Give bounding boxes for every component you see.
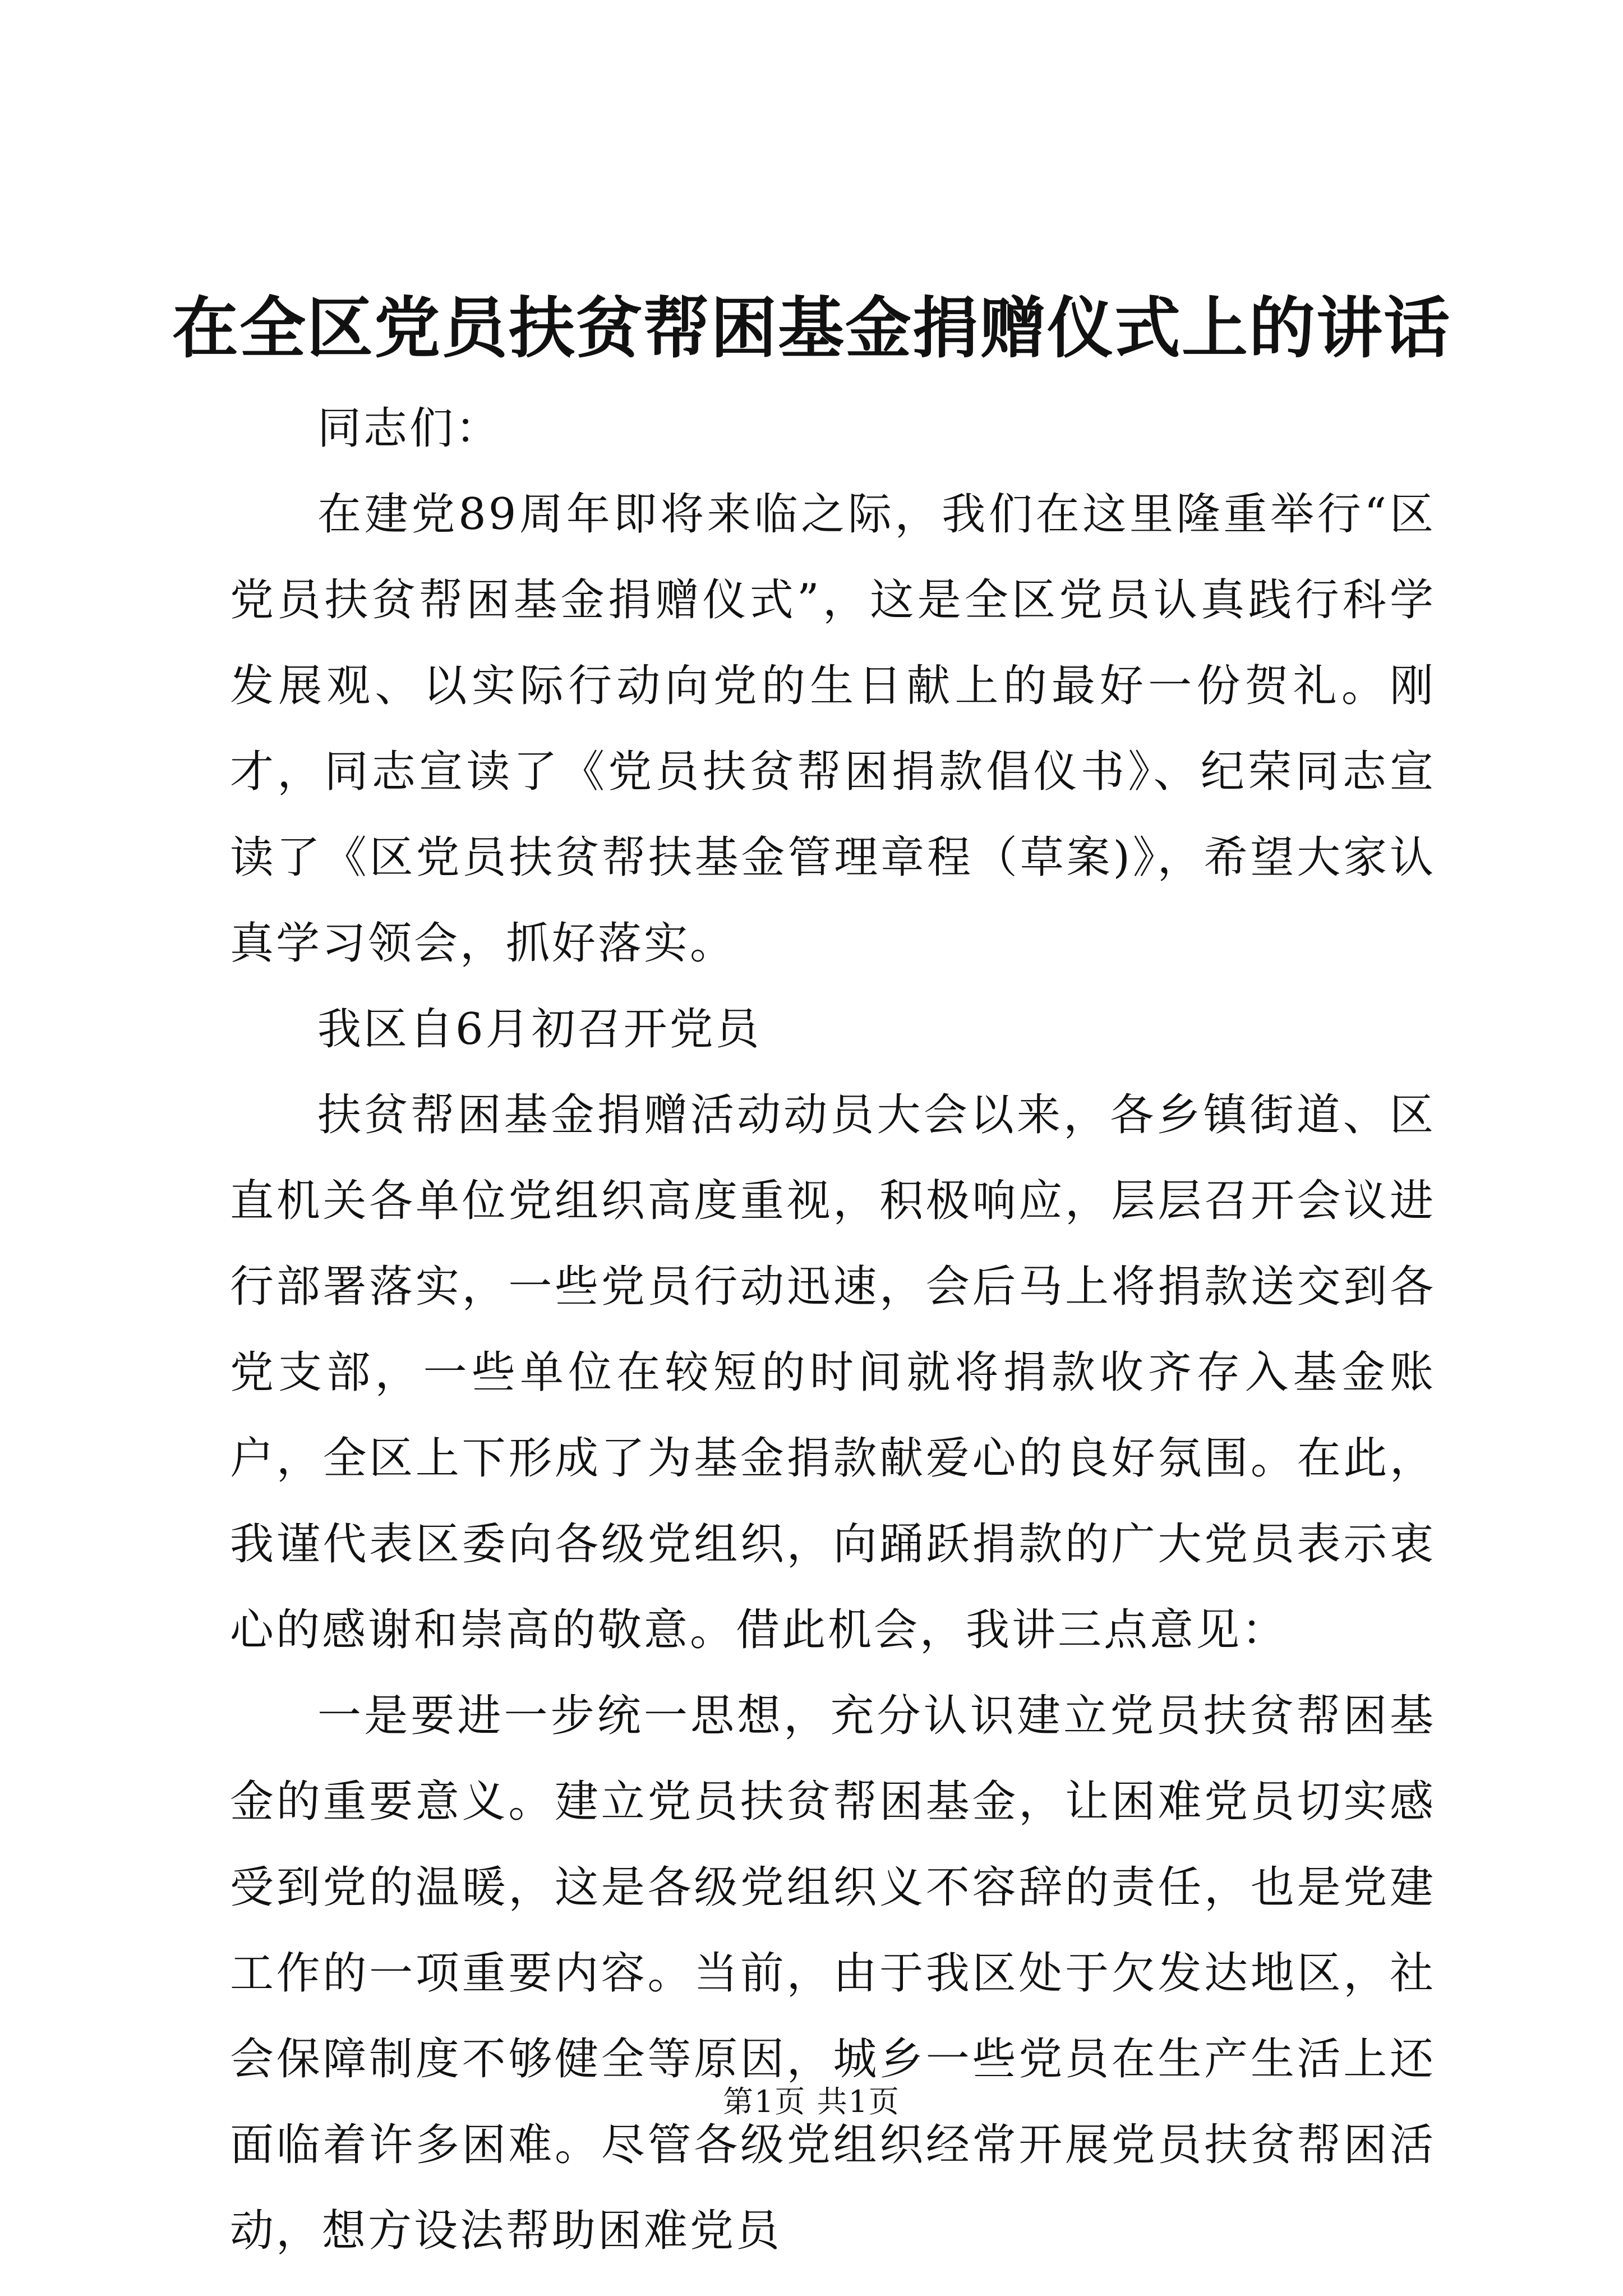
body-paragraph: 扶贫帮困基金捐赠活动动员大会以来，各乡镇街道、区直机关各单位党组织高度重视，积极响应，层层召开会议进行部署落实，一些党员行动迅速，会后马上将捐款送交到各党支部，一些单位在较短的时间就将捐款收齐存入基金账户，全区上下形成了为基金捐款献爱心的良好氛围。在此，我谨代表区委向各级党组织，向踊跃捐款的广大党员表示衷心的感谢和崇高的敬意。借此机会，我讲三点意见： [230, 1090, 1436, 1655]
page-footer: 第1页 共1页 [723, 2084, 900, 2119]
document-body [230, 386, 1436, 2274]
salutation-paragraph: 同志们： [317, 403, 502, 454]
body-paragraph: 我区自6月初召开党员 [317, 1004, 762, 1055]
body-paragraph: 一是要进一步统一思想，充分认识建立党员扶贫帮困基金的重要意义。建立党员扶贫帮困基金，让困难党员切实感受到党的温暖，这是各级党组织义不容辞的责任，也是党建工作的一项重要内容。当前，由于我区处于欠发达地区，社会保障制度不够健全等原因，城乡一些党员在生产生活上还面临着许多困难。尽管各级党组织经常开展党员扶贫帮困活动，想方设法帮助困难党员 [230, 1691, 1436, 2256]
document-title: 在全区党员扶贫帮困基金捐赠仪式上的讲话 [172, 289, 1451, 367]
body-paragraph: 在建党89周年即将来临之际，我们在这里隆重举行“区党员扶贫帮困基金捐赠仪式”，这是全区党员认真践行科学发展观、以实际行动向党的生日献上的最好一份贺礼。刚才，同志宣读了《党员扶贫帮困捐款倡仪书》、纪荣同志宣读了《区党员扶贫帮扶基金管理章程（草案)》，希望大家认真学习领会，抓好落实。 [230, 489, 1436, 969]
